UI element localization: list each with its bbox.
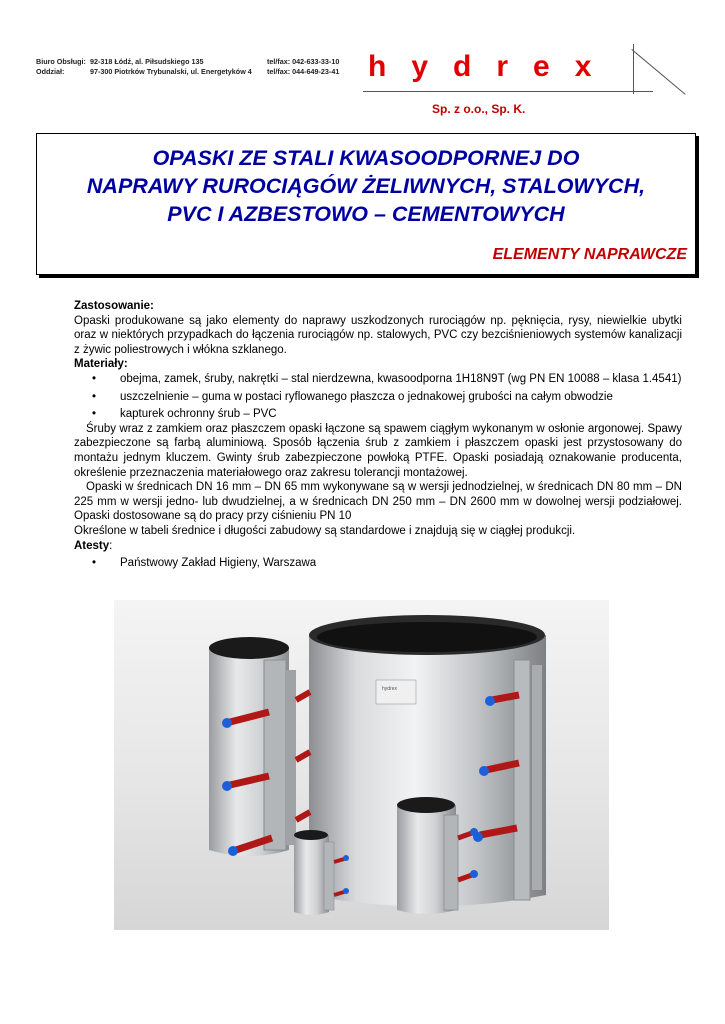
contact-phone: tel/fax: 044-649-23-41: [267, 67, 340, 76]
product-photo: [114, 600, 609, 930]
sizes-paragraph: Opaski w średnicach DN 16 mm – DN 65 mm wykonywane są w wersji jednodzielnej, w średnicach DN 80 mm – DN 225 mm w wersji jedno- lub dwudzielnej, a w średnicach DN 250 mm – DN 2600 mm w dowolnej wersji podziałowej. Opaski dostosowane są do pracy przy ciśnieniu PN 10: [74, 481, 682, 523]
materials-list: [74, 372, 682, 422]
document-body: [74, 299, 682, 571]
list-item: • kapturek ochronny śrub – PVC: [120, 407, 682, 422]
list-item: • obejma, zamek, śruby, nakrętki – stal nierdzewna, kwasoodporna 1H18N9T (wg PN EN 10088 – klasa 1.4541): [120, 372, 682, 387]
title-line: OPASKI ZE STALI KWASOODPORNEJ DO: [152, 146, 580, 170]
usage-heading: Zastosowanie:: [74, 300, 154, 312]
title-box: [36, 133, 696, 275]
title-line: NAPRAWY RUROCIĄGÓW ŻELIWNYCH, STALOWYCH,: [86, 174, 646, 198]
brand-logo: hydrex: [368, 50, 617, 83]
certs-colon: :: [109, 539, 113, 552]
contact-address: 97-300 Piotrków Trybunalski, ul. Energetyków 4: [90, 67, 252, 76]
certs-heading: Atesty: [74, 539, 110, 552]
contact-label: Biuro Obsługi:: [36, 57, 86, 66]
certs-list: [74, 556, 682, 571]
contact-phone: tel/fax: 042-633-33-10: [267, 57, 340, 66]
title-line: PVC I AZBESTOWO – CEMENTOWYCH: [167, 202, 565, 226]
materials-heading: Materiały:: [74, 358, 128, 371]
document-subtitle: ELEMENTY NAPRAWCZE: [492, 246, 687, 263]
welding-paragraph: Śruby wraz z zamkiem oraz płaszczem opaski łączone są spawem ciągłym wykonanym w osłonie argonowej. Spawy zabezpieczone są farbą aluminiową. Sposób łączenia śrub z zamkiem i płaszczem opaski jest przystosowany do montażu jednym kluczem. Gwinty śrub zabezpieczone powłoką PTFE. Opaski posiadają oznakowanie producenta, określenie przeznaczenia materiałowego oraz zakresu tolerancji montażowej.: [74, 422, 682, 479]
company-form: Sp. z o.o., Sp. K.: [432, 102, 526, 116]
usage-text: Opaski produkowane są jako elementy do naprawy uszkodzonych rurociągów np. pęknięcia, rysy, niewielkie ubytki oraz w niektórych przypadkach do łączenia rurociągów np. stalowych, PVC czy bezciśnieniowych systemów kanalizacji z żywic poliestrowych i włókna szklanego.: [74, 314, 682, 356]
certs-heading-line: [74, 539, 682, 554]
contact-address: 92-318 Łódź, al. Piłsudskiego 135: [90, 57, 204, 66]
contact-label: Oddział:: [36, 67, 65, 76]
table-note: Określone w tabeli średnice i długości zabudowy są standardowe i znajdują się w ciągłej produkcji.: [74, 524, 576, 537]
logo-rule-horizontal: [363, 91, 653, 92]
product-label-tag: hydrex: [382, 686, 398, 692]
logo-rule-diagonal: [631, 49, 685, 95]
list-item: • Państwowy Zakład Higieny, Warszawa: [120, 556, 682, 571]
document-title: [37, 144, 695, 228]
list-item: • uszczelnienie – guma w postaci ryflowanego płaszcza o jednakowej grubości na całym obwodzie: [120, 390, 682, 405]
